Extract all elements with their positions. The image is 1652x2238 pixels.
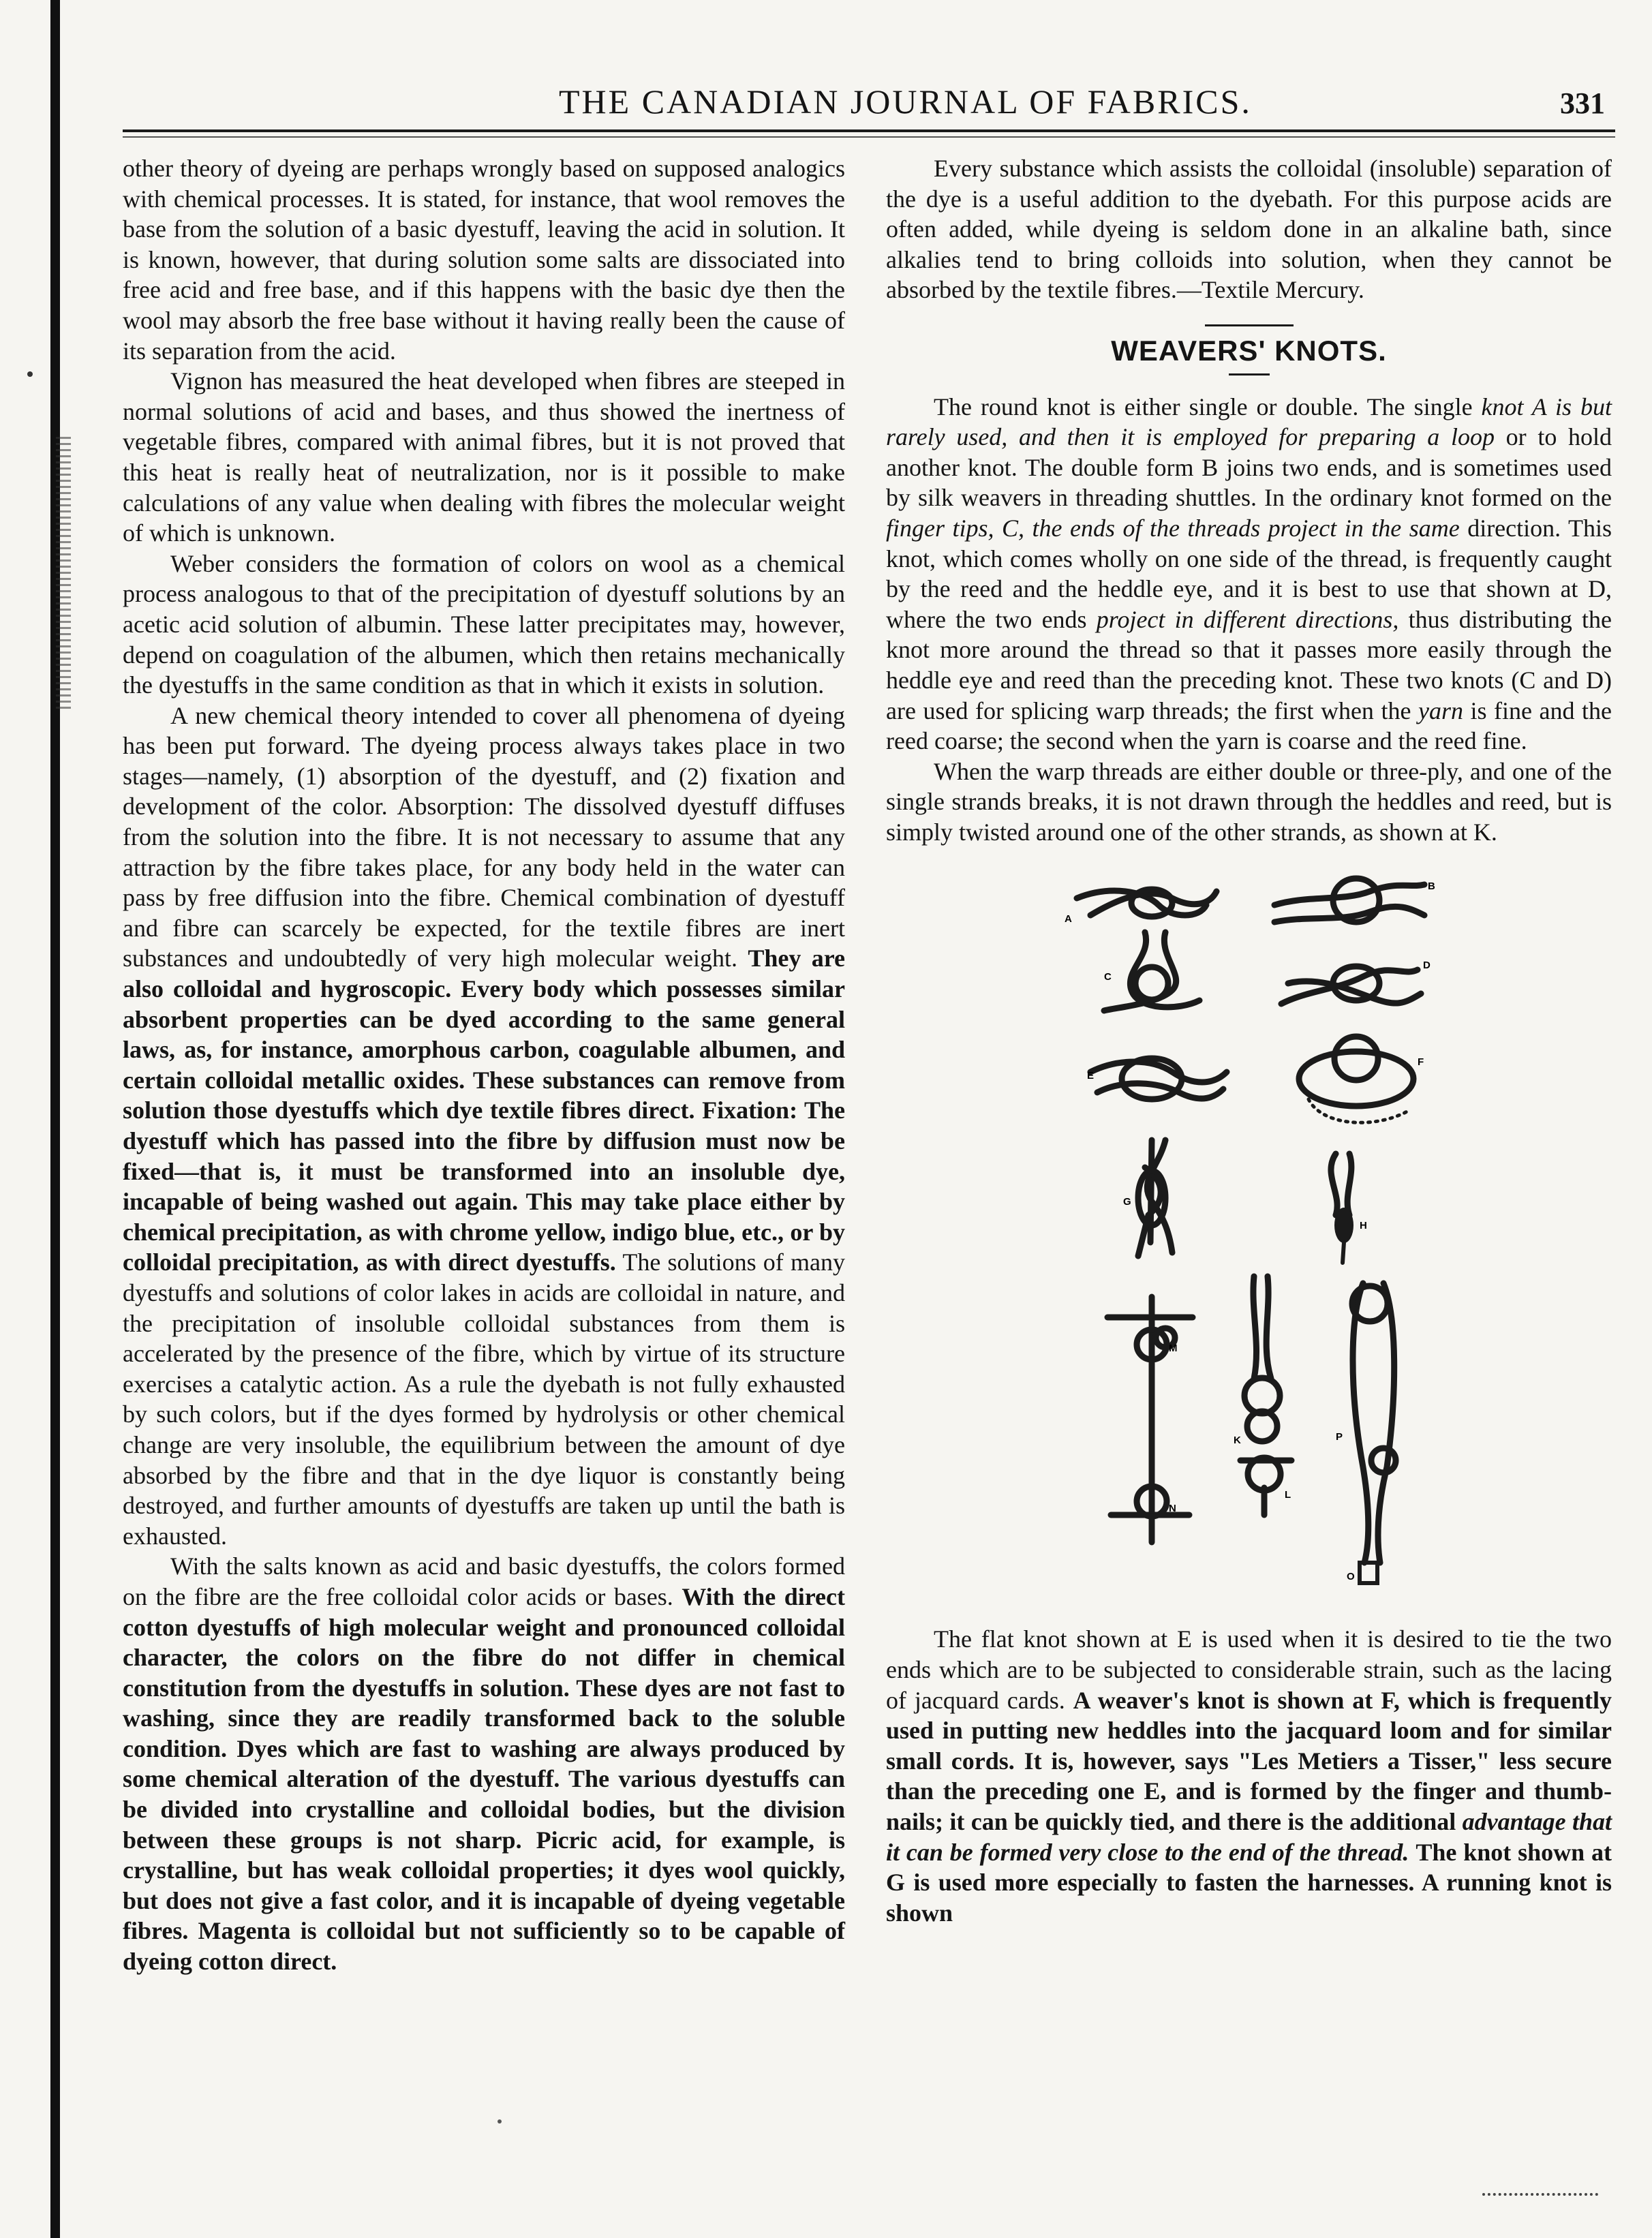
round-knot-text-d: thus distributing the knot more around the thread so that it passes more easily through the heddle eye and reed than the preceding knot. These two knots (C and D) are used for splicing warp threads; the first when the [886, 605, 1612, 724]
flat-knot-italic: advantage that it can be formed very close to the end of the thread. [886, 1808, 1612, 1866]
knot-label-f: F [1418, 1056, 1424, 1069]
knot-label-n: N [1169, 1503, 1176, 1515]
paragraph-round-knot [886, 392, 1612, 756]
binding-texture [56, 436, 71, 709]
knot-label-g: G [1123, 1196, 1131, 1208]
knot-label-a: A [1065, 913, 1072, 925]
knot-label-c: C [1104, 971, 1112, 983]
knot-label-p: P [1336, 1431, 1343, 1443]
knot-label-m: M [1169, 1343, 1178, 1355]
knot-label-h: H [1360, 1220, 1367, 1232]
paragraph-colloidal-separation: Every substance which assists the colloidal (insoluble) separation of the dye is a useful addition to the dyebath. For this purpose acids are often added, while dyeing is seldom done in an alkaline bath, since alkalies tend to bring colloids into solution, when they cannot be absorbed by the textile fibres.—Textile Mercury. [886, 155, 1612, 304]
binding-speck [27, 371, 33, 377]
round-knot-italic-b: finger tips, C, the ends of the threads project in the same [886, 514, 1460, 542]
section-heading: WEAVERS' KNOTS. [1111, 334, 1387, 367]
page-number: 331 [1560, 87, 1605, 120]
flat-knot-bold-a: A weaver's knot is shown at F, which is frequently used in putting new heddles into the jacquard loom and for similar small cords. It is, however, says "Les Metiers a Tisser," less secure than the preceding one E, and is formed by the finger and thumb-nails; it can be quickly tied, and there is the additional [886, 1686, 1612, 1836]
new-theory-bold-text: They are also colloidal and hygroscopic. Every body which possesses similar absorbent properties can be dyed according to the same general laws, as, for instance, amorphous carbon, coagulable albumen, and certain colloidal metallic oxides. These substances can remove from solution those dyestuffs which dye textile fibres direct. Fixation: The dyestuff which has passed into the fibre by diffusion must now be fixed—that is, it must be transformed into an insoluble dye, incapable of being washed out again. This may take place either by chemical precipitation, as with chrome yellow, indigo blue, etc., or by colloidal precipitation, as with direct dyestuffs. [123, 945, 845, 1276]
section-rule-small [1229, 373, 1270, 375]
bottom-speck [498, 2119, 502, 2124]
knot-label-l: L [1285, 1489, 1291, 1501]
section-rule [1205, 324, 1294, 326]
running-head [123, 82, 1615, 129]
salts-bold-text: With the direct cotton dyestuffs of high molecular weight and pronounced colloidal character, the colors on the fibre do not differ in chemical constitution from the dyestuffs in solution. These dyes are not fast to washing, since they are readily transformed back to the soluble condition. Dyes which are fast to washing are always produced by some chemical alteration of the dyestuff. The various dyestuffs can be divided into crystalline and colloidal bodies, but the division between these groups is not sharp. Picric acid, for example, is crystalline, but has weak colloidal properties; it dyes wool quickly, but does not give a fast color, and it is incapable of dyeing vegetable fibres. Magenta is colloidal but not sufficiently so to be capable of dyeing cotton direct. [123, 1582, 845, 1976]
header-rule-thin [123, 136, 1615, 138]
salts-text: With the salts known as acid and basic dyestuffs, the colors formed on the fibre are the free colloidal color acids or bases. [123, 1552, 845, 1610]
round-knot-text-e: is fine and the reed coarse; the second when the yarn is coarse and the reed fine. [886, 696, 1612, 755]
new-theory-text-end: The solutions of many dyestuffs and solutions of color lakes in acids are colloidal in nature, and the precipitation of insoluble colloidal substances from them is accelerated by the presence of the fibre, which by virtue of its structure exercises a catalytic action. As a rule the dyebath is not fully exhausted by such colors, but if the dyes formed by hydrolysis or other chemical change are very insoluble, the equilibrium between the amount of dye absorbed by the fibre and that in the dye liquor is constantly being destroyed, and further amounts of dyestuffs are taken up until the bath is exhausted. [123, 1248, 845, 1550]
knot-label-o: O [1347, 1571, 1355, 1583]
weavers-knots-figure [1050, 874, 1458, 1597]
knot-label-k: K [1234, 1435, 1241, 1447]
knot-label-e: E [1087, 1070, 1095, 1082]
paragraph-salts [123, 1551, 845, 1976]
paragraph-new-theory [123, 701, 845, 1552]
paragraph-theory-continued: other theory of dyeing are perhaps wrongly based on supposed analogics with chemical processes. It is stated, for instance, that wool removes the base from the solution of a basic dyestuff, leaving the acid in solution. It is known, however, that during solution some salts are dissociated into free acid and free base, and if this happens with the basic dye then the wool may absorb the free base without it having really been the cause of its separation from the acid. [123, 155, 845, 365]
round-knot-text-c: direction. This knot, which comes wholly on one side of the thread, is frequently caught by the reed and the heddle eye, and it is best to use that shown at D, where the two ends [886, 514, 1612, 633]
flat-knot-text: The flat knot shown at E is used when it is desired to tie the two ends which are to be subjected to considerable strain, such as the lacing of jacquard cards. [886, 1625, 1612, 1714]
paragraph-flat-knot [886, 1624, 1612, 1928]
round-knot-italic-d: yarn [1418, 696, 1463, 724]
round-knot-text: The round knot is either single or double. The single [934, 393, 1473, 420]
journal-title: THE CANADIAN JOURNAL OF FABRICS. [559, 82, 1252, 121]
new-theory-text: A new chemical theory intended to cover all phenomena of dyeing has been put forward. The dyeing process always takes place in two stages—namely, (1) absorption of the dyestuff, and (2) fixation and development of the color. Absorption: The dissolved dyestuff diffuses from the solution into the fibre. It is not necessary to assume that any attraction by the fibre takes place, for any body held in the water can pass by free diffusion into the fibre. Chemical combination of dyestuff and fibre can scarcely be expected, for the textile fibres are inert substances and undoubtedly of very high molecular weight. [123, 701, 845, 972]
knot-label-b: B [1428, 880, 1435, 893]
paragraph-warp-threads: When the warp threads are either double or three-ply, and one of the single strands breaks, it is not drawn through the heddles and reed, but is simply twisted around one of the other strands, as shown at K. [886, 757, 1612, 846]
round-knot-text-b: or to hold another knot. The double form B joins two ends, and is sometimes used by silk weavers in threading shuttles. In the ordinary knot formed on the [886, 423, 1612, 512]
binding-edge [50, 0, 60, 2238]
knot-label-d: D [1423, 960, 1431, 972]
round-knot-italic-c: project in different directions, [1096, 605, 1399, 633]
paragraph-vignon: Vignon has measured the heat developed when fibres are steeped in normal solutions of acid and bases, and thus showed the inertness of vegetable fibres, compared with animal fibres, but it is not proved that this heat is really heat of neutralization, nor is it possible to make calculations of any value when dealing with fibres the molecular weight of which is unknown. [123, 367, 845, 547]
bottom-catchword-marks [1482, 2193, 1598, 2196]
right-column [886, 153, 1612, 1928]
round-knot-italic-a: knot A is but rarely used, and then it is employed for preparing a loop [886, 393, 1612, 451]
flat-knot-bold-b: The knot shown at G is used more especially to fasten the harnesses. A running knot is shown [886, 1838, 1612, 1927]
paragraph-weber: Weber considers the formation of colors on wool as a chemical process analogous to that of the precipitation of dyestuff solutions by an acetic acid solution of albumin. These latter precipitates may, however, depend on coagulation of the albumen, which then retains mechanically the dyestuffs in the same condition as that in which it exists in solution. [123, 549, 845, 699]
header-rule [123, 129, 1615, 132]
left-column [123, 153, 845, 1977]
